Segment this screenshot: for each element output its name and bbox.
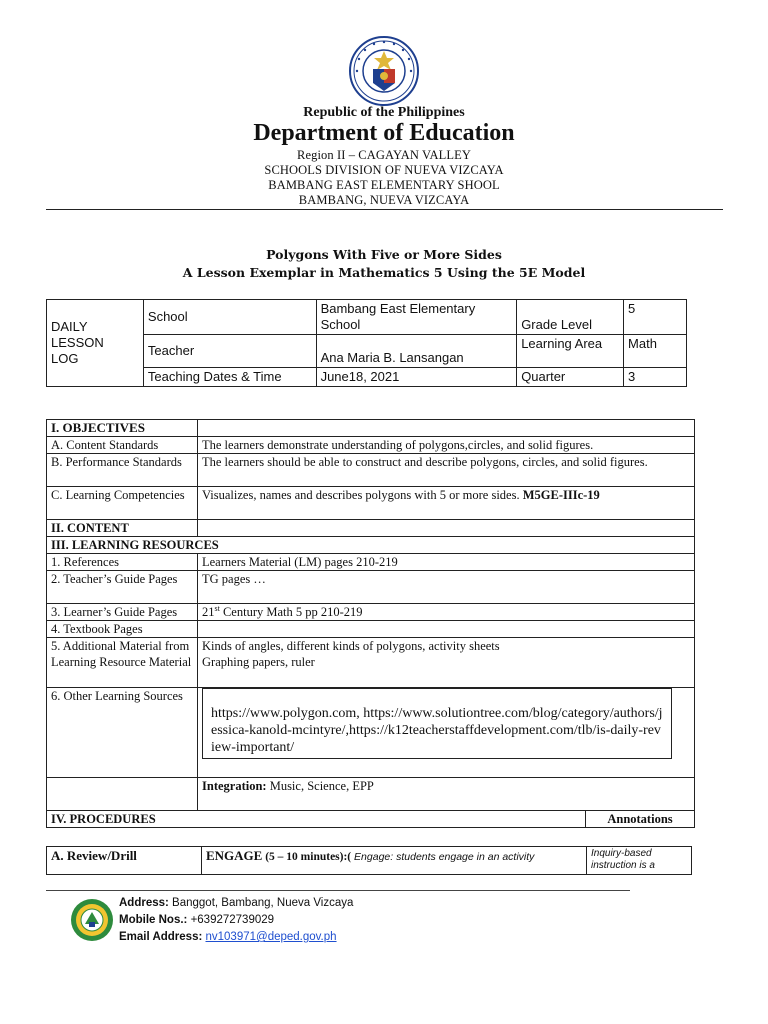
footer-mobile: Mobile Nos.: +639272739029 [119, 914, 275, 926]
performance-standards-value: The learners should be able to construct and describe polygons, circles, and solid figures. [198, 454, 695, 487]
content-heading: II. CONTENT [47, 520, 198, 537]
region-line: Region II – CAGAYAN VALLEY [297, 148, 471, 162]
learning-competencies-label: C. Learning Competencies [47, 487, 198, 520]
additional-material-label: 5. Additional Material from Learning Resource Material [47, 638, 198, 688]
dates-value: June18, 2021 [316, 368, 517, 387]
deped-seal-logo [349, 36, 419, 106]
learning-resources-heading: III. LEARNING RESOURCES [47, 537, 695, 554]
school-line: BAMBANG EAST ELEMENTARY SHOOL [268, 178, 500, 192]
teachers-guide-value: TG pages … [198, 571, 695, 604]
location-line: BAMBANG, NUEVA VIZCAYA [298, 193, 470, 207]
other-sources-label: 6. Other Learning Sources [47, 688, 198, 778]
review-drill-label: A. Review/Drill [47, 847, 202, 875]
engage-cell: ENGAGE (5 – 10 minutes):( Engage: students engage in an activity [202, 847, 587, 875]
learning-competencies-value: Visualizes, names and describes polygons with 5 or more sides. M5GE-IIIc-19 [198, 487, 695, 520]
dates-label: Teaching Dates & Time [143, 368, 316, 387]
annotation-text: Inquiry-based instruction is a [587, 847, 692, 875]
daily-lesson-log-table [46, 299, 687, 387]
additional-material-value: Kinds of angles, different kinds of polygons, activity sheets Graphing papers, ruler [198, 638, 695, 688]
teachers-guide-label: 2. Teacher’s Guide Pages [47, 571, 198, 604]
school-logo [70, 898, 114, 942]
content-standards-value: The learners demonstrate understanding of polygons,circles, and solid figures. [198, 437, 695, 454]
references-label: 1. References [47, 554, 198, 571]
quarter-label: Quarter [517, 368, 624, 387]
footer-divider [46, 890, 630, 891]
integration-value: Integration: Music, Science, EPP [198, 778, 695, 811]
content-standards-label: A. Content Standards [47, 437, 198, 454]
area-label: Learning Area [517, 335, 624, 368]
learners-guide-value: 21st Century Math 5 pp 210-219 [198, 604, 695, 621]
area-value: Math [624, 335, 687, 368]
learners-guide-label: 3. Learner’s Guide Pages [47, 604, 198, 621]
header-divider [46, 209, 723, 210]
lesson-subtitle: A Lesson Exemplar in Mathematics 5 Using the 5E Model [182, 265, 586, 280]
other-sources-links[interactable]: https://www.polygon.com, https://www.solutiontree.com/blog/category/authors/jessica-kanold-mcintyre/,https://k12teacherstaffdevelopment.com/tlb/is-daily-review-important/ [202, 688, 672, 759]
footer-address: Address: Banggot, Bambang, Nueva Vizcaya [119, 897, 354, 909]
teacher-label: Teacher [143, 335, 316, 368]
school-label: School [143, 300, 316, 335]
lesson-title: Polygons With Five or More Sides [266, 247, 502, 262]
annotations-heading: Annotations [586, 811, 695, 828]
references-value: Learners Material (LM) pages 210-219 [198, 554, 695, 571]
procedures-table [46, 846, 692, 875]
dll-label: DAILY LESSON LOG [47, 300, 144, 387]
division-line: SCHOOLS DIVISION OF NUEVA VIZCAYA [264, 163, 504, 177]
republic-heading: Republic of the Philippines [303, 105, 465, 120]
procedures-heading: IV. PROCEDURES [47, 811, 586, 828]
textbook-pages-label: 4. Textbook Pages [47, 621, 198, 638]
footer-email: Email Address: nv103971@deped.gov.ph [119, 931, 337, 943]
performance-standards-label: B. Performance Standards [47, 454, 198, 487]
footer-contact [119, 895, 353, 946]
school-value: Bambang East Elementary School [316, 300, 517, 335]
email-link[interactable]: nv103971@deped.gov.ph [205, 931, 337, 943]
grade-value: 5 [624, 300, 687, 335]
grade-label: Grade Level [517, 300, 624, 335]
department-heading: Department of Education [253, 120, 515, 146]
objectives-heading: I. OBJECTIVES [47, 420, 198, 437]
teacher-value: Ana Maria B. Lansangan [316, 335, 517, 368]
objectives-table [46, 419, 695, 828]
quarter-value: 3 [624, 368, 687, 387]
competency-code: M5GE-IIIc-19 [522, 488, 600, 502]
